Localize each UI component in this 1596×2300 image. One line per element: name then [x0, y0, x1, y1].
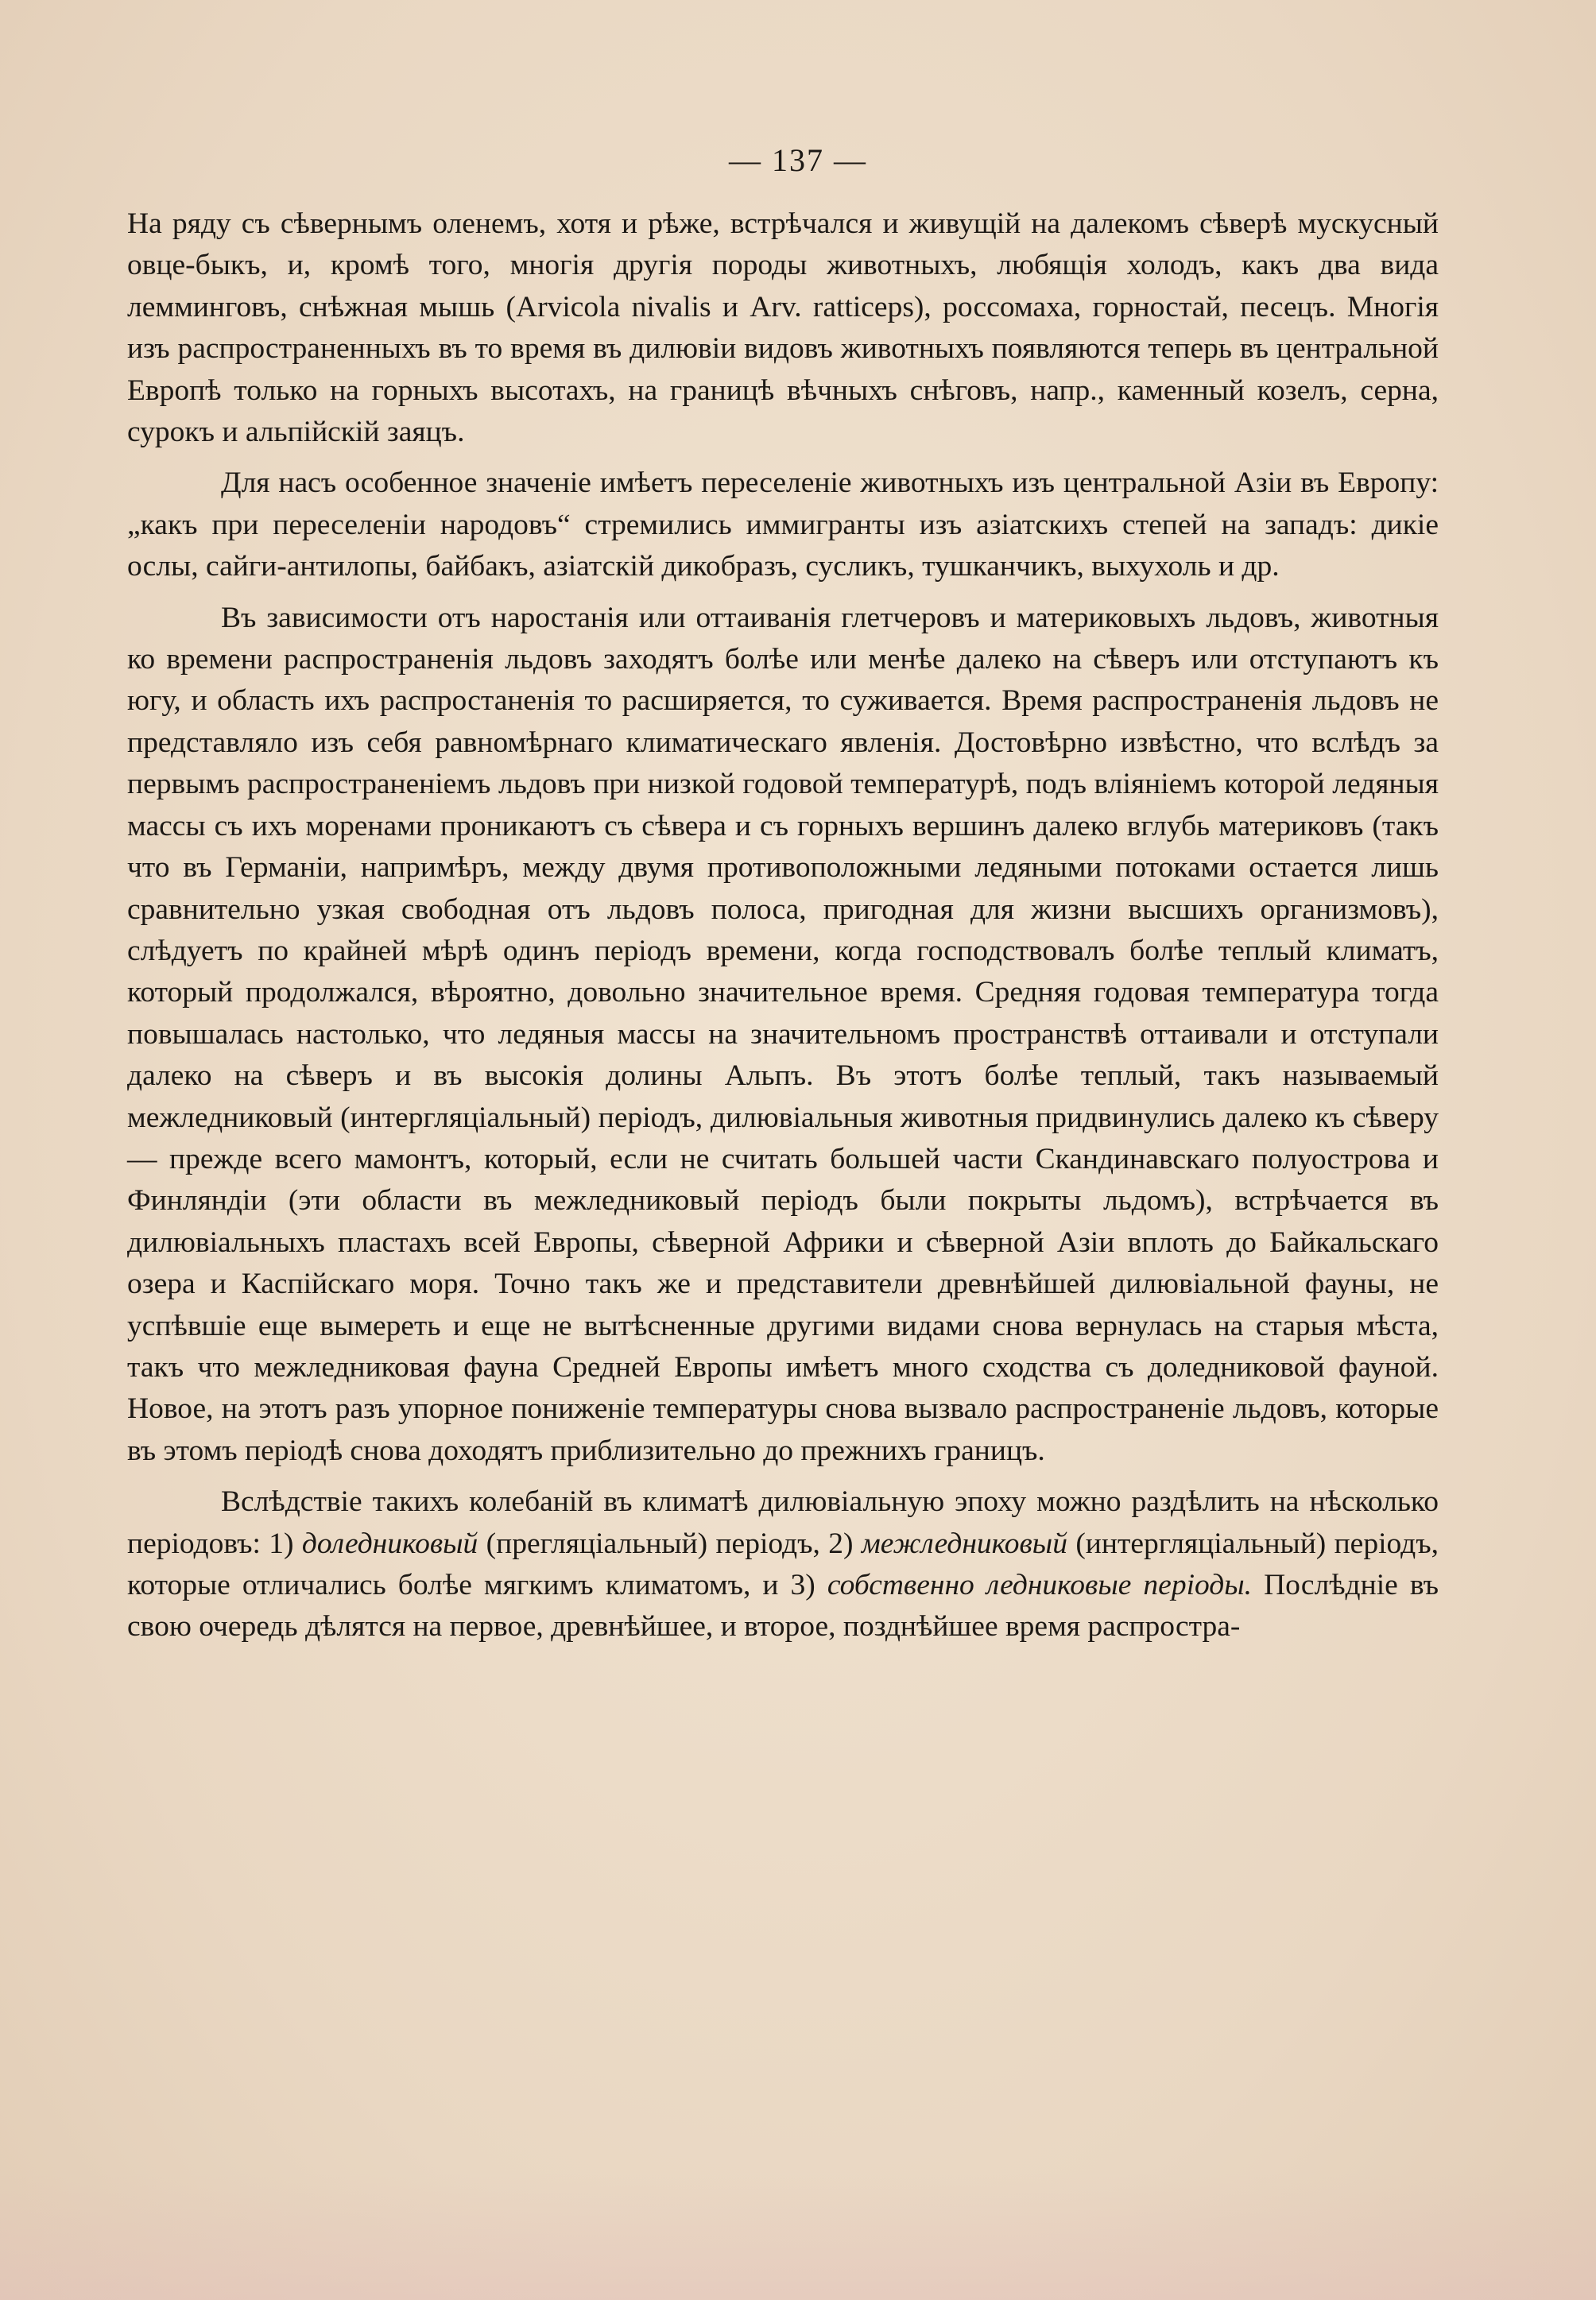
paragraph-period-division-lead: Вслѣдствіе такихъ колебаній въ климатѣ дилювіальную эпоху можно раздѣлить на нѣсколько періодовъ: 1) [127, 1485, 1439, 1560]
paragraph-glacial-periods: Въ зависимости отъ наростанія или оттаиванія глетчеровъ и материковыхъ льдовъ, животныя ко времени распространенія льдовъ заходятъ болѣе или менѣе далеко на сѣверъ или отступаютъ къ югу, и область ихъ распростаненія то расширяется, то суживается. Время распространенія льдовъ не представляло изъ себя равномѣрнаго климатическаго явленія. Достовѣрно извѣстно, что вслѣдъ за первымъ распространеніемъ льдовъ при низкой годовой температурѣ, подъ вліяніемъ которой ледяныя массы съ ихъ моренами проникаютъ съ сѣвера и съ горныхъ вершинъ далеко вглубь материковъ (такъ что въ Германіи, напримѣръ, между двумя противоположными ледяными потоками остается лишь сравнительно узкая свободная отъ льдовъ полоса, пригодная для жизни высшихъ организмовъ), слѣдуетъ по крайней мѣрѣ одинъ періодъ времени, когда господствовалъ болѣе теплый климатъ, который продолжался, вѣроятно, довольно значительное время. Средняя годовая температура тогда повышалась настолько, что ледяныя массы на значительномъ пространствѣ оттаивали и отступали далеко на сѣверъ и въ высокія долины Альпъ. Въ этотъ болѣе теплый, такъ называемый межледниковый (интергляціальный) періодъ, дилювіальныя животныя придвинулись далеко къ сѣверу — прежде всего мамонтъ, который, если не считать большей части Скандинавскаго полуострова и Финляндіи (эти области въ межледниковый періодъ были покрыты льдомъ), встрѣчается въ дилювіальныхъ пластахъ всей Европы, сѣверной Африки и сѣверной Азіи вплоть до Байкальскаго озера и Каспійскаго моря. Точно такъ же и представители древнѣйшей дилювіальной фауны, не успѣвшіе еще вымереть и еще не вытѣсненные другими видами снова вернулась на старыя мѣста, такъ что межледниковая фауна Средней Европы имѣетъ много сходства съ доледниковой фауной. Новое, на этотъ разъ упорное пониженіе температуры снова вызвало распространеніе льдовъ, которые въ этомъ періодѣ снова доходятъ приблизительно до прежнихъ границъ. [127, 601, 1439, 1467]
paragraph-period-division-tail: Послѣдніе въ свою очередь дѣлятся на первое, древнѣйшее, и второе, позднѣйшее время распростра- [127, 1569, 1439, 1644]
term-interglacial: межледниковый [861, 1527, 1067, 1560]
paragraph-period-division [127, 1481, 1439, 1648]
paragraph-period-division-mid-1: (прегляціальный) періодъ, 2) [478, 1527, 862, 1560]
term-glacial-periods: собственно ледниковые періоды. [827, 1569, 1252, 1601]
paper-stain [0, 2173, 1596, 2300]
body-text [127, 203, 1439, 1658]
page-number: — 137 — [729, 142, 867, 178]
paragraph-asian-migration: Для насъ особенное значеніе имѣетъ переселеніе животныхъ изъ центральной Азіи въ Европу: „какъ при переселеніи народовъ“ стремились иммигранты изъ азіатскихъ степей на западъ: дикіе ослы, сайги-антилопы, байбакъ, азіатскій дикобразъ, сусликъ, тушканчикъ, выхухоль и др. [127, 467, 1439, 583]
term-preglacial: доледниковый [301, 1527, 478, 1560]
paragraph-period-division-mid-2: (интергляціальный) періодъ, которые отличались болѣе мягкимъ климатомъ, и 3) [127, 1527, 1439, 1601]
paragraph-arctic-animals: На ряду съ сѣвернымъ оленемъ, хотя и рѣже, встрѣчался и живущій на далекомъ сѣверѣ мускусный овце-быкъ, и, кромѣ того, многія другія породы животныхъ, любящія холодъ, какъ два вида лемминговъ, снѣжная мышь (Arvicola nivalis и Arv. ratticeps), россомаха, горностай, песецъ. Многія изъ распространенныхъ въ то время въ дилювіи видовъ животныхъ появляются теперь въ центральной Европѣ только на горныхъ высотахъ, на границѣ вѣчныхъ снѣговъ, напр., каменный козелъ, серна, сурокъ и альпійскій заяцъ. [127, 207, 1439, 449]
